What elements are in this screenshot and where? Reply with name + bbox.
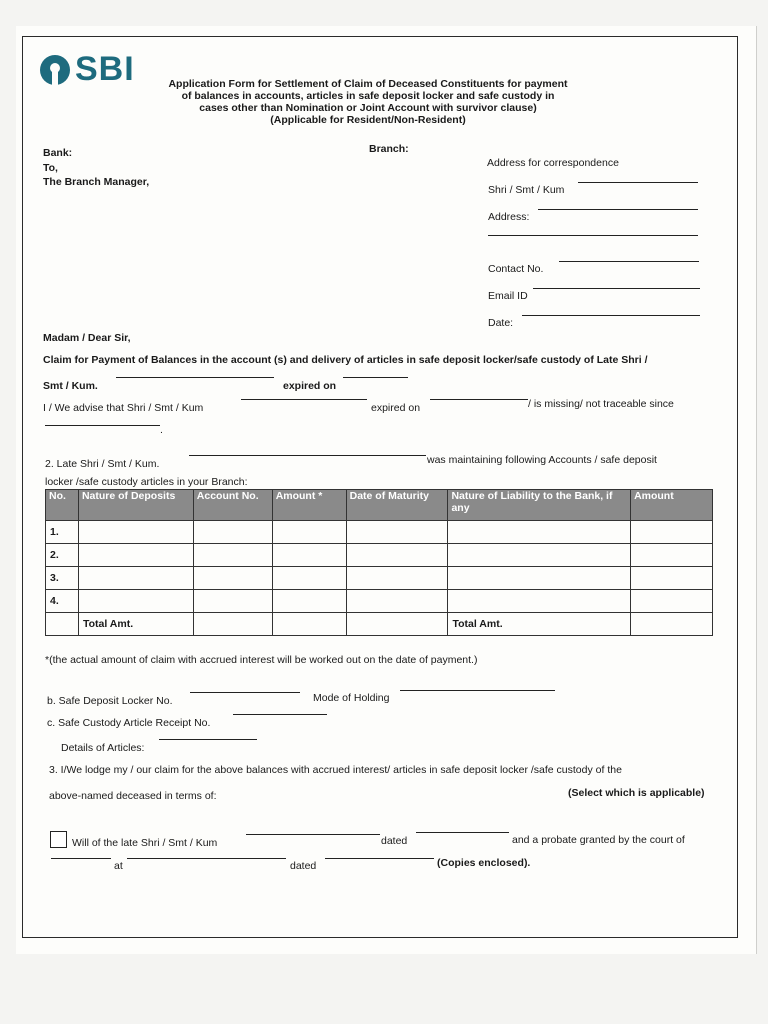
deposits-table [45, 489, 713, 636]
missing-since-field[interactable] [45, 425, 160, 426]
branch-manager-label: The Branch Manager, [43, 176, 150, 188]
receipt-label: c. Safe Custody Article Receipt No. [47, 717, 211, 729]
sbi-logo [40, 50, 135, 89]
table-cell[interactable] [631, 567, 713, 590]
mode-of-holding-label: Mode of Holding [313, 692, 390, 704]
table-cell[interactable] [78, 521, 193, 544]
table-cell[interactable] [272, 613, 346, 636]
to-label: To, [43, 162, 58, 174]
copies-enclosed: (Copies enclosed). [437, 857, 531, 869]
title-line-4: (Applicable for Resident/Non-Resident) [270, 114, 466, 126]
table-cell[interactable] [448, 521, 631, 544]
details-label: Details of Articles: [61, 742, 145, 754]
advise-end: . [160, 424, 163, 436]
row-number: 4. [46, 590, 79, 613]
claim-expired-label: expired on [283, 380, 337, 392]
logo-text: SBI [75, 50, 135, 88]
will-at-label: at [114, 860, 123, 872]
total-right-label: Total Amt. [448, 613, 631, 636]
col-nature-of-deposits: Nature of Deposits [78, 490, 193, 521]
corr-address-label: Address: [488, 211, 530, 223]
title-line-2: of balances in accounts, articles in safe deposit locker and safe custody in [181, 90, 555, 102]
will-prefix: Will of the late Shri / Smt / Kum [72, 837, 218, 849]
corr-contact-field[interactable] [559, 261, 699, 262]
table-cell[interactable] [448, 567, 631, 590]
locker-no-field[interactable] [190, 692, 300, 693]
branch-label: Branch: [369, 143, 409, 155]
corr-address-field-1[interactable] [538, 209, 698, 210]
claim-line-1: Claim for Payment of Balances in the account (s) and delivery of articles in safe deposit locker/safe custody of Late Shri / [43, 354, 648, 366]
details-field[interactable] [159, 739, 257, 740]
row-number: 1. [46, 521, 79, 544]
correspondence-heading: Address for correspondence [487, 157, 619, 169]
salutation: Madam / Dear Sir, [43, 332, 131, 344]
title-line-3: cases other than Nomination or Joint Account with survivor clause) [199, 102, 537, 114]
table-cell[interactable] [193, 544, 272, 567]
table-row [46, 567, 713, 590]
will-date-field[interactable] [416, 832, 509, 833]
will-checkbox[interactable] [50, 831, 67, 848]
table-cell[interactable] [346, 567, 448, 590]
table-cell[interactable] [78, 544, 193, 567]
corr-date-label: Date: [488, 317, 514, 329]
corr-date-field[interactable] [522, 315, 700, 316]
table-cell[interactable] [631, 544, 713, 567]
corr-address-field-2[interactable] [488, 235, 698, 236]
table-cell[interactable] [193, 590, 272, 613]
table-cell[interactable] [346, 521, 448, 544]
advise-name-field[interactable] [241, 399, 367, 400]
table-cell[interactable] [631, 590, 713, 613]
table-cell[interactable] [448, 590, 631, 613]
col-liability-amount: Amount [631, 490, 713, 521]
table-cell[interactable] [272, 544, 346, 567]
total-right-value[interactable] [631, 613, 713, 636]
select-applicable: (Select which is applicable) [568, 787, 705, 799]
advise-suffix: / is missing/ not traceable since [528, 398, 674, 410]
col-amount: Amount * [272, 490, 346, 521]
corr-contact-label: Contact No. [488, 263, 544, 275]
col-account-no: Account No. [193, 490, 272, 521]
table-cell[interactable] [346, 590, 448, 613]
section2-suffix: was maintaining following Accounts / safe deposit [427, 454, 657, 466]
section2-prefix: 2. Late Shri / Smt / Kum. [45, 458, 160, 470]
section3-line-1: 3. I/We lodge my / our claim for the above balances with accrued interest/ articles in safe deposit locker /safe custody of the [49, 764, 622, 776]
sbi-logo-icon [40, 55, 70, 85]
title-line-1: Application Form for Settlement of Claim of Deceased Constituents for payment [168, 78, 568, 90]
table-cell[interactable] [78, 590, 193, 613]
table-row [46, 521, 713, 544]
locker-label: b. Safe Deposit Locker No. [47, 695, 173, 707]
bank-label: Bank: [43, 147, 73, 159]
col-date-of-maturity: Date of Maturity [346, 490, 448, 521]
table-cell[interactable] [272, 567, 346, 590]
corr-name-label: Shri / Smt / Kum [488, 184, 565, 196]
footnote: *(the actual amount of claim with accrued interest will be worked out on the date of payment.) [45, 654, 478, 666]
table-cell[interactable] [193, 521, 272, 544]
col-no: No. [46, 490, 79, 521]
advise-expired-label: expired on [371, 402, 421, 414]
corr-email-field[interactable] [533, 288, 700, 289]
col-nature-of-liability: Nature of Liability to the Bank, if any [448, 490, 631, 521]
table-total-row [46, 613, 713, 636]
court-place-field[interactable] [127, 858, 286, 859]
table-header-row [46, 490, 713, 521]
total-left-value[interactable] [193, 613, 272, 636]
table-cell[interactable] [272, 521, 346, 544]
table-cell[interactable] [448, 544, 631, 567]
table-cell[interactable] [346, 544, 448, 567]
corr-name-field[interactable] [578, 182, 698, 183]
table-row [46, 544, 713, 567]
section3-line-2: above-named deceased in terms of: [49, 790, 217, 802]
claim-line-2-prefix: Smt / Kum. [43, 380, 98, 392]
will-name-field[interactable] [246, 834, 380, 835]
total-left-label: Total Amt. [78, 613, 193, 636]
table-row [46, 590, 713, 613]
table-cell[interactable] [193, 567, 272, 590]
table-cell[interactable] [78, 567, 193, 590]
receipt-no-field[interactable] [233, 714, 327, 715]
section2-name-field[interactable] [189, 455, 426, 456]
row-number: 2. [46, 544, 79, 567]
will-dated-label: dated [381, 835, 408, 847]
will-probate-label: and a probate granted by the court of [512, 834, 685, 846]
advise-expired-field[interactable] [430, 399, 528, 400]
probate-date-field[interactable] [325, 858, 434, 859]
advise-prefix: I / We advise that Shri / Smt / Kum [43, 402, 204, 414]
section2-line-2: locker /safe custody articles in your Branch: [45, 476, 248, 488]
claim-expired-field[interactable] [343, 377, 408, 378]
mode-of-holding-field[interactable] [400, 690, 555, 691]
court-field[interactable] [51, 858, 111, 859]
corr-email-label: Email ID [488, 290, 528, 302]
form-title [148, 78, 588, 126]
will-dated2-label: dated [290, 860, 317, 872]
table-cell[interactable] [631, 521, 713, 544]
table-cell[interactable] [272, 590, 346, 613]
deceased-name-field[interactable] [116, 377, 274, 378]
row-number: 3. [46, 567, 79, 590]
